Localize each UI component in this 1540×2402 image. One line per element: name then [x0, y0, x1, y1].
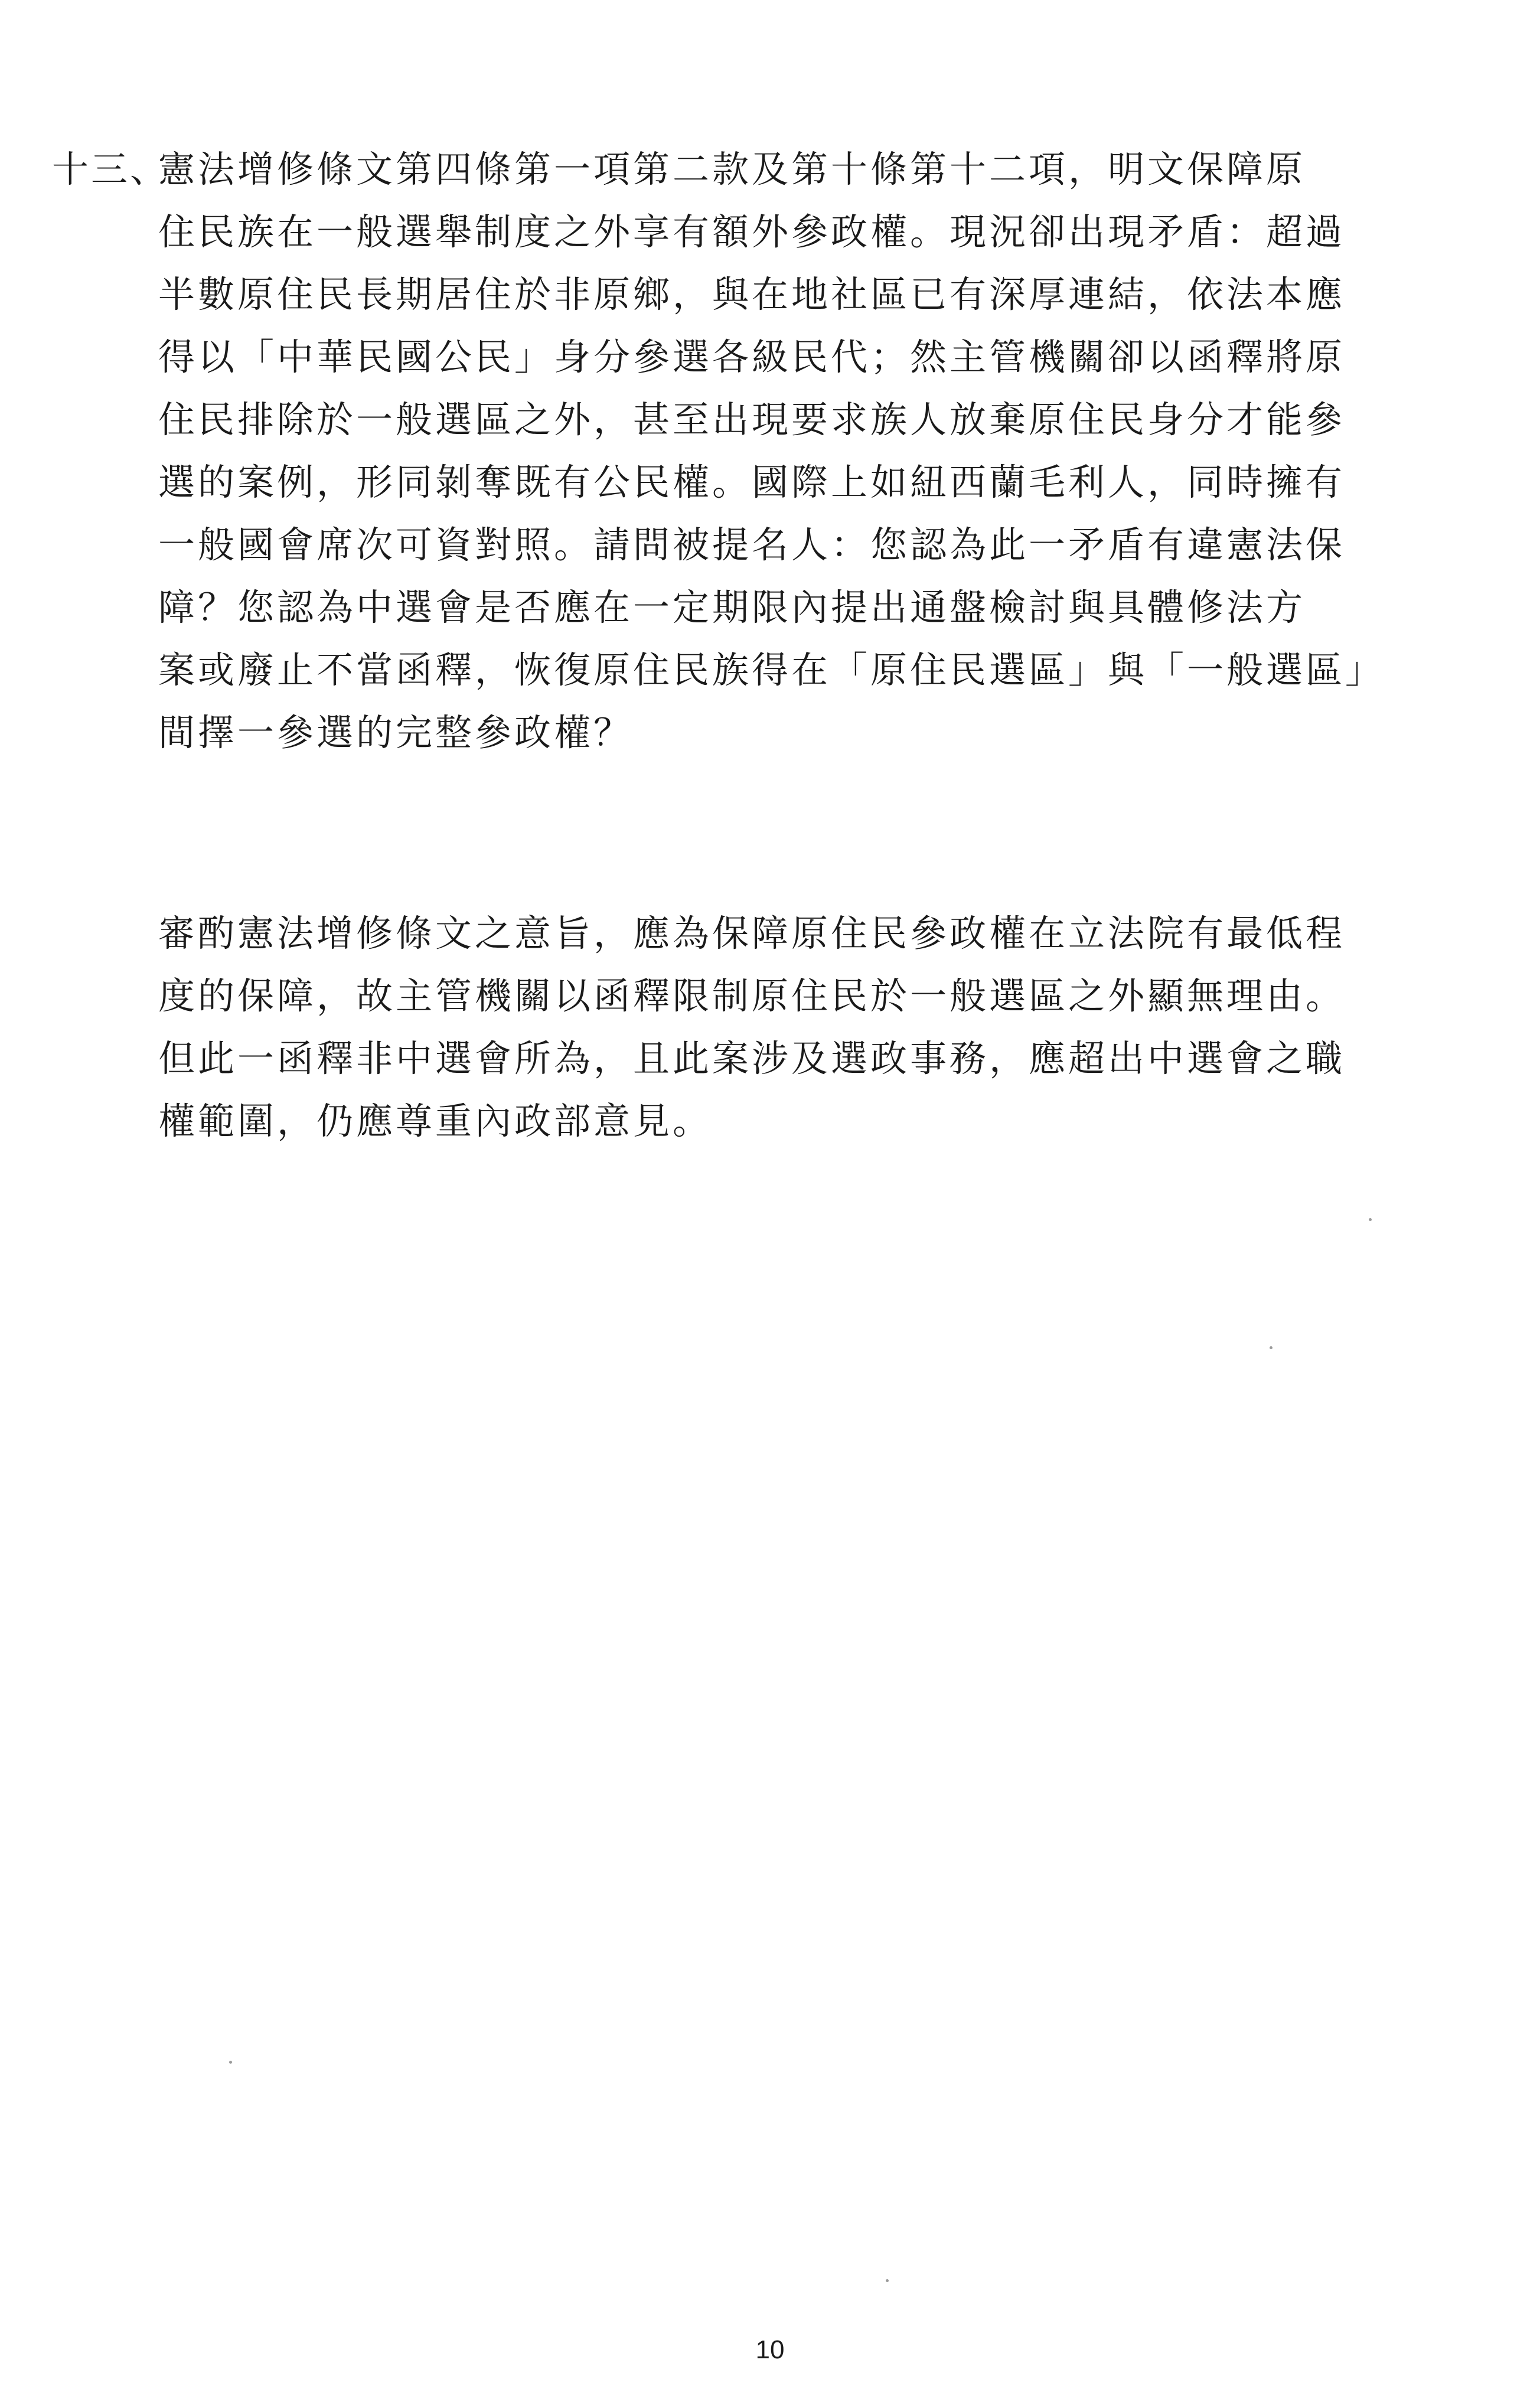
- question-number: 十三、: [52, 148, 169, 191]
- question-line: 得以「中華民國公民」身分參選各級民代；然主管機關卻以函釋將原: [158, 335, 1346, 378]
- question-line: 案或廢止不當函釋，恢復原住民族得在「原住民選區」與「一般選區」: [158, 648, 1385, 691]
- question-line: 住民排除於一般選區之外，甚至出現要求族人放棄原住民身分才能參: [158, 398, 1346, 441]
- question-line: 半數原住民長期居住於非原鄉，與在地社區已有深厚連結，依法本應: [158, 273, 1346, 316]
- question-line: 障？您認為中選會是否應在一定期限內提出通盤檢討與具體修法方: [158, 586, 1306, 629]
- question-text: [158, 138, 1457, 764]
- scan-speck: [229, 2061, 232, 2064]
- answer-line: 但此一函釋非中選會所為，且此案涉及選政事務，應超出中選會之職: [158, 1037, 1346, 1080]
- question-line: 一般國會席次可資對照。請問被提名人：您認為此一矛盾有違憲法保: [158, 523, 1346, 566]
- answer-text: [158, 902, 1457, 1153]
- answer-line: 審酌憲法增修條文之意旨，應為保障原住民參政權在立法院有最低程: [158, 912, 1346, 955]
- question-line: 憲法增修條文第四條第一項第二款及第十條第十二項，明文保障原: [158, 148, 1306, 191]
- question-line: 住民族在一般選舉制度之外享有額外參政權。現況卻出現矛盾：超過: [158, 210, 1346, 253]
- scan-speck: [886, 2279, 889, 2282]
- answer-line: 權範圍，仍應尊重內政部意見。: [158, 1099, 713, 1143]
- scan-speck: [1369, 1218, 1372, 1221]
- page-number: 10: [755, 2335, 785, 2364]
- scan-speck: [1270, 1346, 1273, 1349]
- answer-line: 度的保障，故主管機關以函釋限制原住民於一般選區之外顯無理由。: [158, 974, 1346, 1017]
- question-line: 選的案例，形同剝奪既有公民權。國際上如紐西蘭毛利人，同時擁有: [158, 461, 1346, 504]
- question-line: 間擇一參選的完整參政權？: [158, 711, 634, 754]
